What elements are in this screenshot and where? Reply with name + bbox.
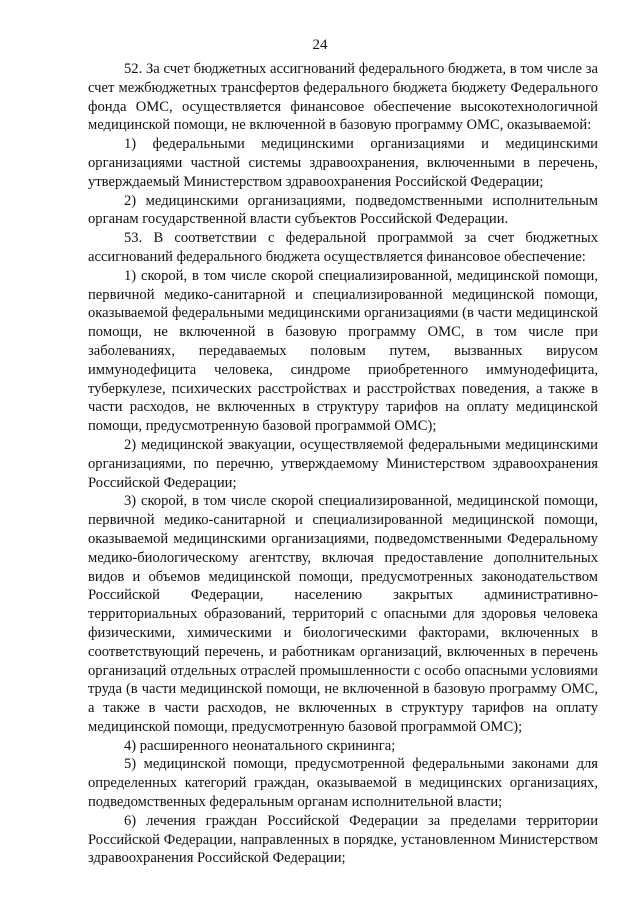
paragraph-53-item-6: 6) лечения граждан Российской Федерации за пределами территории Российской Федерации, направленных в порядке, установленном Министерством здравоохранения Российской Федерации;: [88, 812, 598, 867]
paragraph-53-item-5: 5) медицинской помощи, предусмотренной федеральными законами для определенных категорий граждан, оказываемой в медицинских организациях, подведомственных федеральным органам исполнительной власти;: [88, 756, 598, 811]
paragraph-53-item-3: 3) скорой, в том числе скорой специализированной, медицинской помощи, первичной медико-санитарной и специализированной медицинской помощи, оказываемой медицинскими организациями, подведомственными Федеральному медико-биологическому агентству, включая предоставление дополнительных видов и объемов медицинской помощи, предусмотренных законодательством Российской Федерации, населению закрытых административно-территориальных образований, территорий с опасными для здоровья человека физическими, химическими и биологическими факторами, включенных в соответствующий перечень, и работникам организаций, включенных в перечень организаций отдельных отраслей промышленности с особо опасными условиями труда (в части медицинской помощи, не включенной в базовую программу ОМС, а также в части расходов, не включенных в структуру тарифов на оплату медицинской помощи, предусмотренную базовой программой ОМС);: [88, 493, 598, 735]
paragraph-53-item-1: 1) скорой, в том числе скорой специализированной, медицинской помощи, первичной медико-санитарной и специализированной медицинской помощи, оказываемой федеральными медицинскими организациями (в части медицинской помощи, не включенной в базовую программу ОМС, в том числе при заболеваниях, передаваемых половым путем, вызванных вирусом иммунодефицита человека, синдроме приобретенного иммунодефицита, туберкулезе, психических расстройствах и расстройствах поведения, а также в части расходов, не включенных в структуру тарифов на оплату медицинской помощи, предусмотренную базовой программой ОМС);: [88, 267, 598, 435]
paragraph-53-item-4: 4) расширенного неонатального скрининга;: [124, 737, 396, 754]
paragraph-52-item-1: 1) федеральными медицинскими организациями и медицинскими организациями частной системы здравоохранения, включенными в перечень, утверждаемый Министерством здравоохранения Российской Федерации;: [88, 136, 598, 190]
paragraph-53: 53. В соответствии с федеральной программой за счет бюджетных ассигнований федерального бюджета осуществляется финансовое обеспечение:: [88, 230, 598, 265]
paragraph-52-item-2: 2) медицинскими организациями, подведомственными исполнительным органам государственной власти субъектов Российской Федерации.: [88, 192, 598, 228]
paragraph-52: 52. За счет бюджетных ассигнований федерального бюджета, в том числе за счет межбюджетных трансфертов федерального бюджета бюджету Федерального фонда ОМС, осуществляется финансовое обеспечение высокотехнологичной медицинской помощи, не включенной в базовую программу ОМС, оказываемой:: [88, 61, 598, 134]
paragraph-53-item-2: 2) медицинской эвакуации, осуществляемой федеральными медицинскими организациями, по перечню, утверждаемому Министерством здравоохранения Российской Федерации;: [88, 436, 598, 491]
document-body: [88, 60, 598, 868]
page-number: 24: [312, 37, 328, 53]
